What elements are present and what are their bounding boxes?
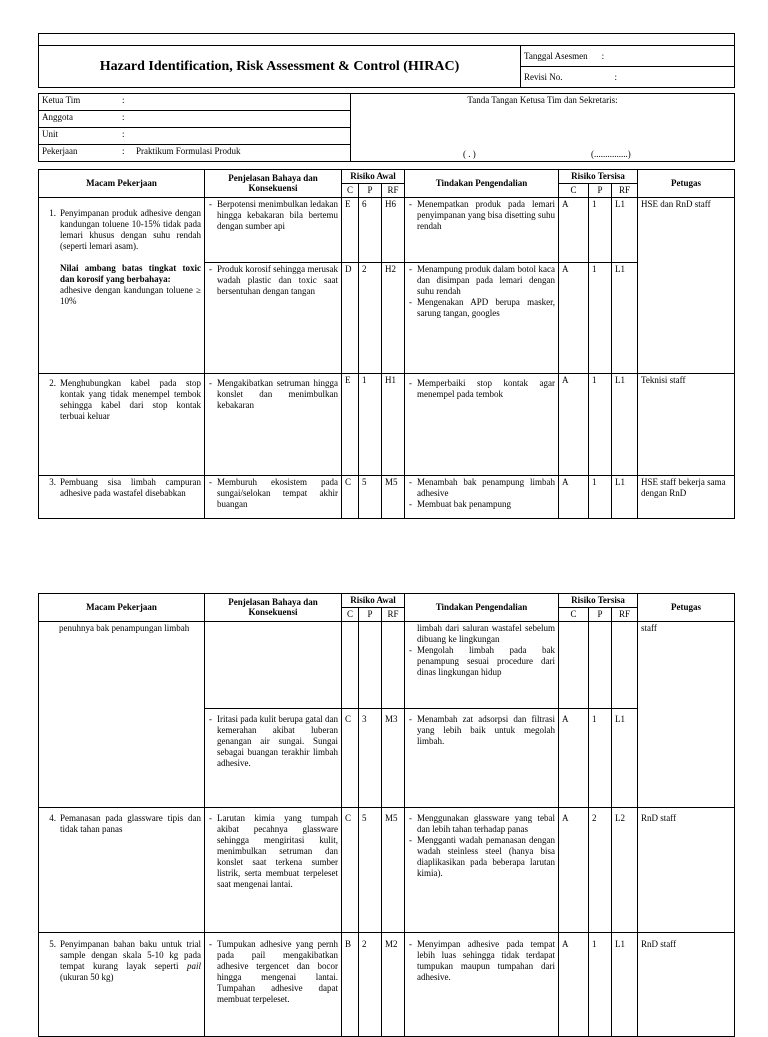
table-cell: M3 <box>382 708 405 807</box>
table-cell: - Larutan kimia yang tumpah akibat pecahnya glassware sehingga mengiritasi kulit, menimbulkan setruman dan konslet saat terkena sumber listrik, serta membuat terpeleset saat mengenai lantai. <box>205 807 342 932</box>
col-c: C <box>559 183 589 197</box>
table-cell: - Menyimpan adhesive pada tempat lebih luas sehingga tidak terdapat tumpukan maupun tumpahan dari adhesive. <box>405 932 559 1036</box>
table-cell: RnD staff <box>638 807 735 932</box>
hirac-header <box>38 33 734 88</box>
table-cell: 6 <box>359 197 382 262</box>
risk-table-page2 <box>38 593 734 1037</box>
col-risiko-tersisa: Risiko Tersisa <box>559 170 638 184</box>
task-cell: penuhnya bak penampungan limbah <box>39 621 205 807</box>
table-cell: L1 <box>612 708 638 807</box>
anggota-row: Anggota : <box>39 111 351 128</box>
table-cell: H1 <box>382 373 405 475</box>
col-p: P <box>359 607 382 621</box>
col-risiko-awal: Risiko Awal <box>342 594 405 608</box>
table-cell: - Menambah zat adsorpsi dan filtrasi yang lebih baik untuk megolah limbah. <box>405 708 559 807</box>
col-c: C <box>342 183 359 197</box>
col-rf: RF <box>382 183 405 197</box>
table-cell <box>382 621 405 708</box>
table-cell: 5 <box>359 475 382 518</box>
task-cell: 1. Penyimpanan produk adhesive dengan kandungan toluene 10-15% tidak pada lemari khusus dengan suhu rendah (seperti lemari asam). Nilai ambang batas tingkat toxic dan korosif yang berbahaya: adhesive dengan kandungan toluene ≥ 10% <box>39 197 205 373</box>
table-cell: - Iritasi pada kulit berupa gatal dan kemerahan akibat luberan genangan air sungai. Sungai sebagai buangan terakhir limbah adhesive. <box>205 708 342 807</box>
table-cell <box>559 621 589 708</box>
col-risiko-awal: Risiko Awal <box>342 170 405 184</box>
table-cell: HSE staff bekerja sama dengan RnD <box>638 475 735 518</box>
table-cell: 1 <box>589 373 612 475</box>
table-row <box>39 932 735 1036</box>
table-cell <box>205 621 342 708</box>
table-cell: 5 <box>359 807 382 932</box>
table-cell: M5 <box>382 475 405 518</box>
signature-box <box>351 94 735 162</box>
table-row <box>39 373 735 475</box>
table-cell <box>612 621 638 708</box>
header-top-strip <box>39 34 735 46</box>
col-petugas: Petugas <box>638 170 735 198</box>
table-cell: 2. Menghubungkan kabel pada stop kontak yang tidak menempel tembok sehingga kabel dari stop kontak terbuai keluar <box>39 373 205 475</box>
col-penjelasan: Penjelasan Bahaya dan Konsekuensi <box>205 170 342 198</box>
col-macam-pekerjaan: Macam Pekerjaan <box>39 594 205 622</box>
col-c: C <box>342 607 359 621</box>
col-p: P <box>589 607 612 621</box>
table-cell: 1 <box>589 262 612 373</box>
table-cell: 3. Pembuang sisa limbah campuran adhesive pada wastafel disebabkan <box>39 475 205 518</box>
table-cell: - Mengakibatkan setruman hingga konslet dan menimbulkan kebakaran <box>205 373 342 475</box>
table-cell: C <box>342 708 359 807</box>
table-cell: D <box>342 262 359 373</box>
table-cell: B <box>342 932 359 1036</box>
table-cell: H2 <box>382 262 405 373</box>
document-title: Hazard Identification, Risk Assessment & Control (HIRAC) <box>39 46 521 88</box>
table-cell: M5 <box>382 807 405 932</box>
table-cell: A <box>559 373 589 475</box>
col-penjelasan: Penjelasan Bahaya dan Konsekuensi <box>205 594 342 622</box>
signature-right: (...............) <box>591 149 631 160</box>
table-cell: A <box>559 708 589 807</box>
col-p: P <box>359 183 382 197</box>
table-cell: 2 <box>359 932 382 1036</box>
col-rf: RF <box>382 607 405 621</box>
table-cell <box>589 621 612 708</box>
table-cell: L1 <box>612 475 638 518</box>
table-cell: - Memperbaiki stop kontak agar menempel pada tembok <box>405 373 559 475</box>
table-cell: 1 <box>589 932 612 1036</box>
table-cell: 1 <box>589 708 612 807</box>
table-cell: M2 <box>382 932 405 1036</box>
table-cell: 3 <box>359 708 382 807</box>
signature-label: Tanda Tangan Ketusa Tim dan Sekretaris: <box>467 95 618 105</box>
table-cell <box>359 621 382 708</box>
table-cell: C <box>342 807 359 932</box>
table-row <box>39 807 735 932</box>
revisi-field: Revisi No. : <box>521 67 735 88</box>
table-cell: L1 <box>612 373 638 475</box>
table-cell: - Menambah bak penampung limbah adhesive - Membuat bak penampung <box>405 475 559 518</box>
petugas-cell: HSE dan RnD staff <box>638 197 735 373</box>
table-cell: 2 <box>589 807 612 932</box>
table-cell: A <box>559 475 589 518</box>
table-cell: L1 <box>612 197 638 262</box>
table-cell: E <box>342 197 359 262</box>
table-cell: E <box>342 373 359 475</box>
table-cell: - Menempatkan produk pada lemari penyimpanan yang bisa disetting suhu rendah <box>405 197 559 262</box>
table-cell: - Menggunakan glassware yang tebal dan lebih tahan terhadap panas - Mengganti wadah pemanasan dengan wadah steinless steel (hanya bisa diaplikasikan pada beberapa larutan kimia). <box>405 807 559 932</box>
tanggal-asesmen-field: Tanggal Asesmen : <box>521 46 735 67</box>
table-cell: 4. Pemanasan pada glassware tipis dan tidak tahan panas <box>39 807 205 932</box>
unit-row: Unit : <box>39 128 351 145</box>
table-cell: 2 <box>359 262 382 373</box>
table-cell: staff <box>638 621 735 807</box>
col-tindakan: Tindakan Pengendalian <box>405 594 559 622</box>
table-cell: H6 <box>382 197 405 262</box>
table-cell: - Tumpukan adhesive yang pernh pada pail mengakibatkan adhesive tergencet dan bocor hingga mengenai lantai. Tumpahan adhesive dapat membuat terpeleset. <box>205 932 342 1036</box>
table-cell: 1 <box>589 475 612 518</box>
table-cell: limbah dari saluran wastafel sebelum dibuang ke lingkungan - Mengolah limbah pada bak penampung sesuai procedure dari dinas lingkungan hidup <box>405 621 559 708</box>
col-petugas: Petugas <box>638 594 735 622</box>
pekerjaan-row: Pekerjaan : Praktikum Formulasi Produk <box>39 145 351 162</box>
col-risiko-tersisa: Risiko Tersisa <box>559 594 638 608</box>
ketua-tim-row: Ketua Tim : <box>39 94 351 111</box>
col-tindakan: Tindakan Pengendalian <box>405 170 559 198</box>
table-cell: RnD staff <box>638 932 735 1036</box>
col-rf: RF <box>612 183 638 197</box>
table-cell: - Berpotensi menimbulkan ledakan hingga kebakaran bila bertemu dengan sumber api <box>205 197 342 262</box>
col-macam-pekerjaan: Macam Pekerjaan <box>39 170 205 198</box>
table-cell: A <box>559 807 589 932</box>
col-p: P <box>589 183 612 197</box>
col-rf: RF <box>612 607 638 621</box>
table-cell: L1 <box>612 262 638 373</box>
table-cell: 5. Penyimpanan bahan baku untuk trial sample dengan skala 5-10 kg pada tempat kurang layak seperti pail (ukuran 50 kg) <box>39 932 205 1036</box>
table-row <box>39 475 735 518</box>
col-c: C <box>559 607 589 621</box>
table-cell: C <box>342 475 359 518</box>
team-info <box>38 93 734 162</box>
table-cell: 1 <box>359 373 382 475</box>
signature-left: ( . ) <box>463 149 476 160</box>
table-cell: A <box>559 262 589 373</box>
table-row <box>39 197 735 262</box>
table-cell: - Produk korosif sehingga merusak wadah plastic dan toxic saat bersentuhan dengan tangan <box>205 262 342 373</box>
table-cell: A <box>559 197 589 262</box>
risk-table-page1 <box>38 169 734 519</box>
table-cell: 1 <box>589 197 612 262</box>
table-cell: A <box>559 932 589 1036</box>
table-row <box>39 621 735 708</box>
table-cell: - Memburuh ekosistem pada sungai/selokan tempat akhir buangan <box>205 475 342 518</box>
table-cell: L1 <box>612 932 638 1036</box>
table-cell: - Menampung produk dalam botol kaca dan disimpan pada lemari dengan suhu rendah - Mengenakan APD berupa masker, sarung tangan, googles <box>405 262 559 373</box>
table-cell <box>342 621 359 708</box>
table-cell: L2 <box>612 807 638 932</box>
table-cell: Teknisi staff <box>638 373 735 475</box>
